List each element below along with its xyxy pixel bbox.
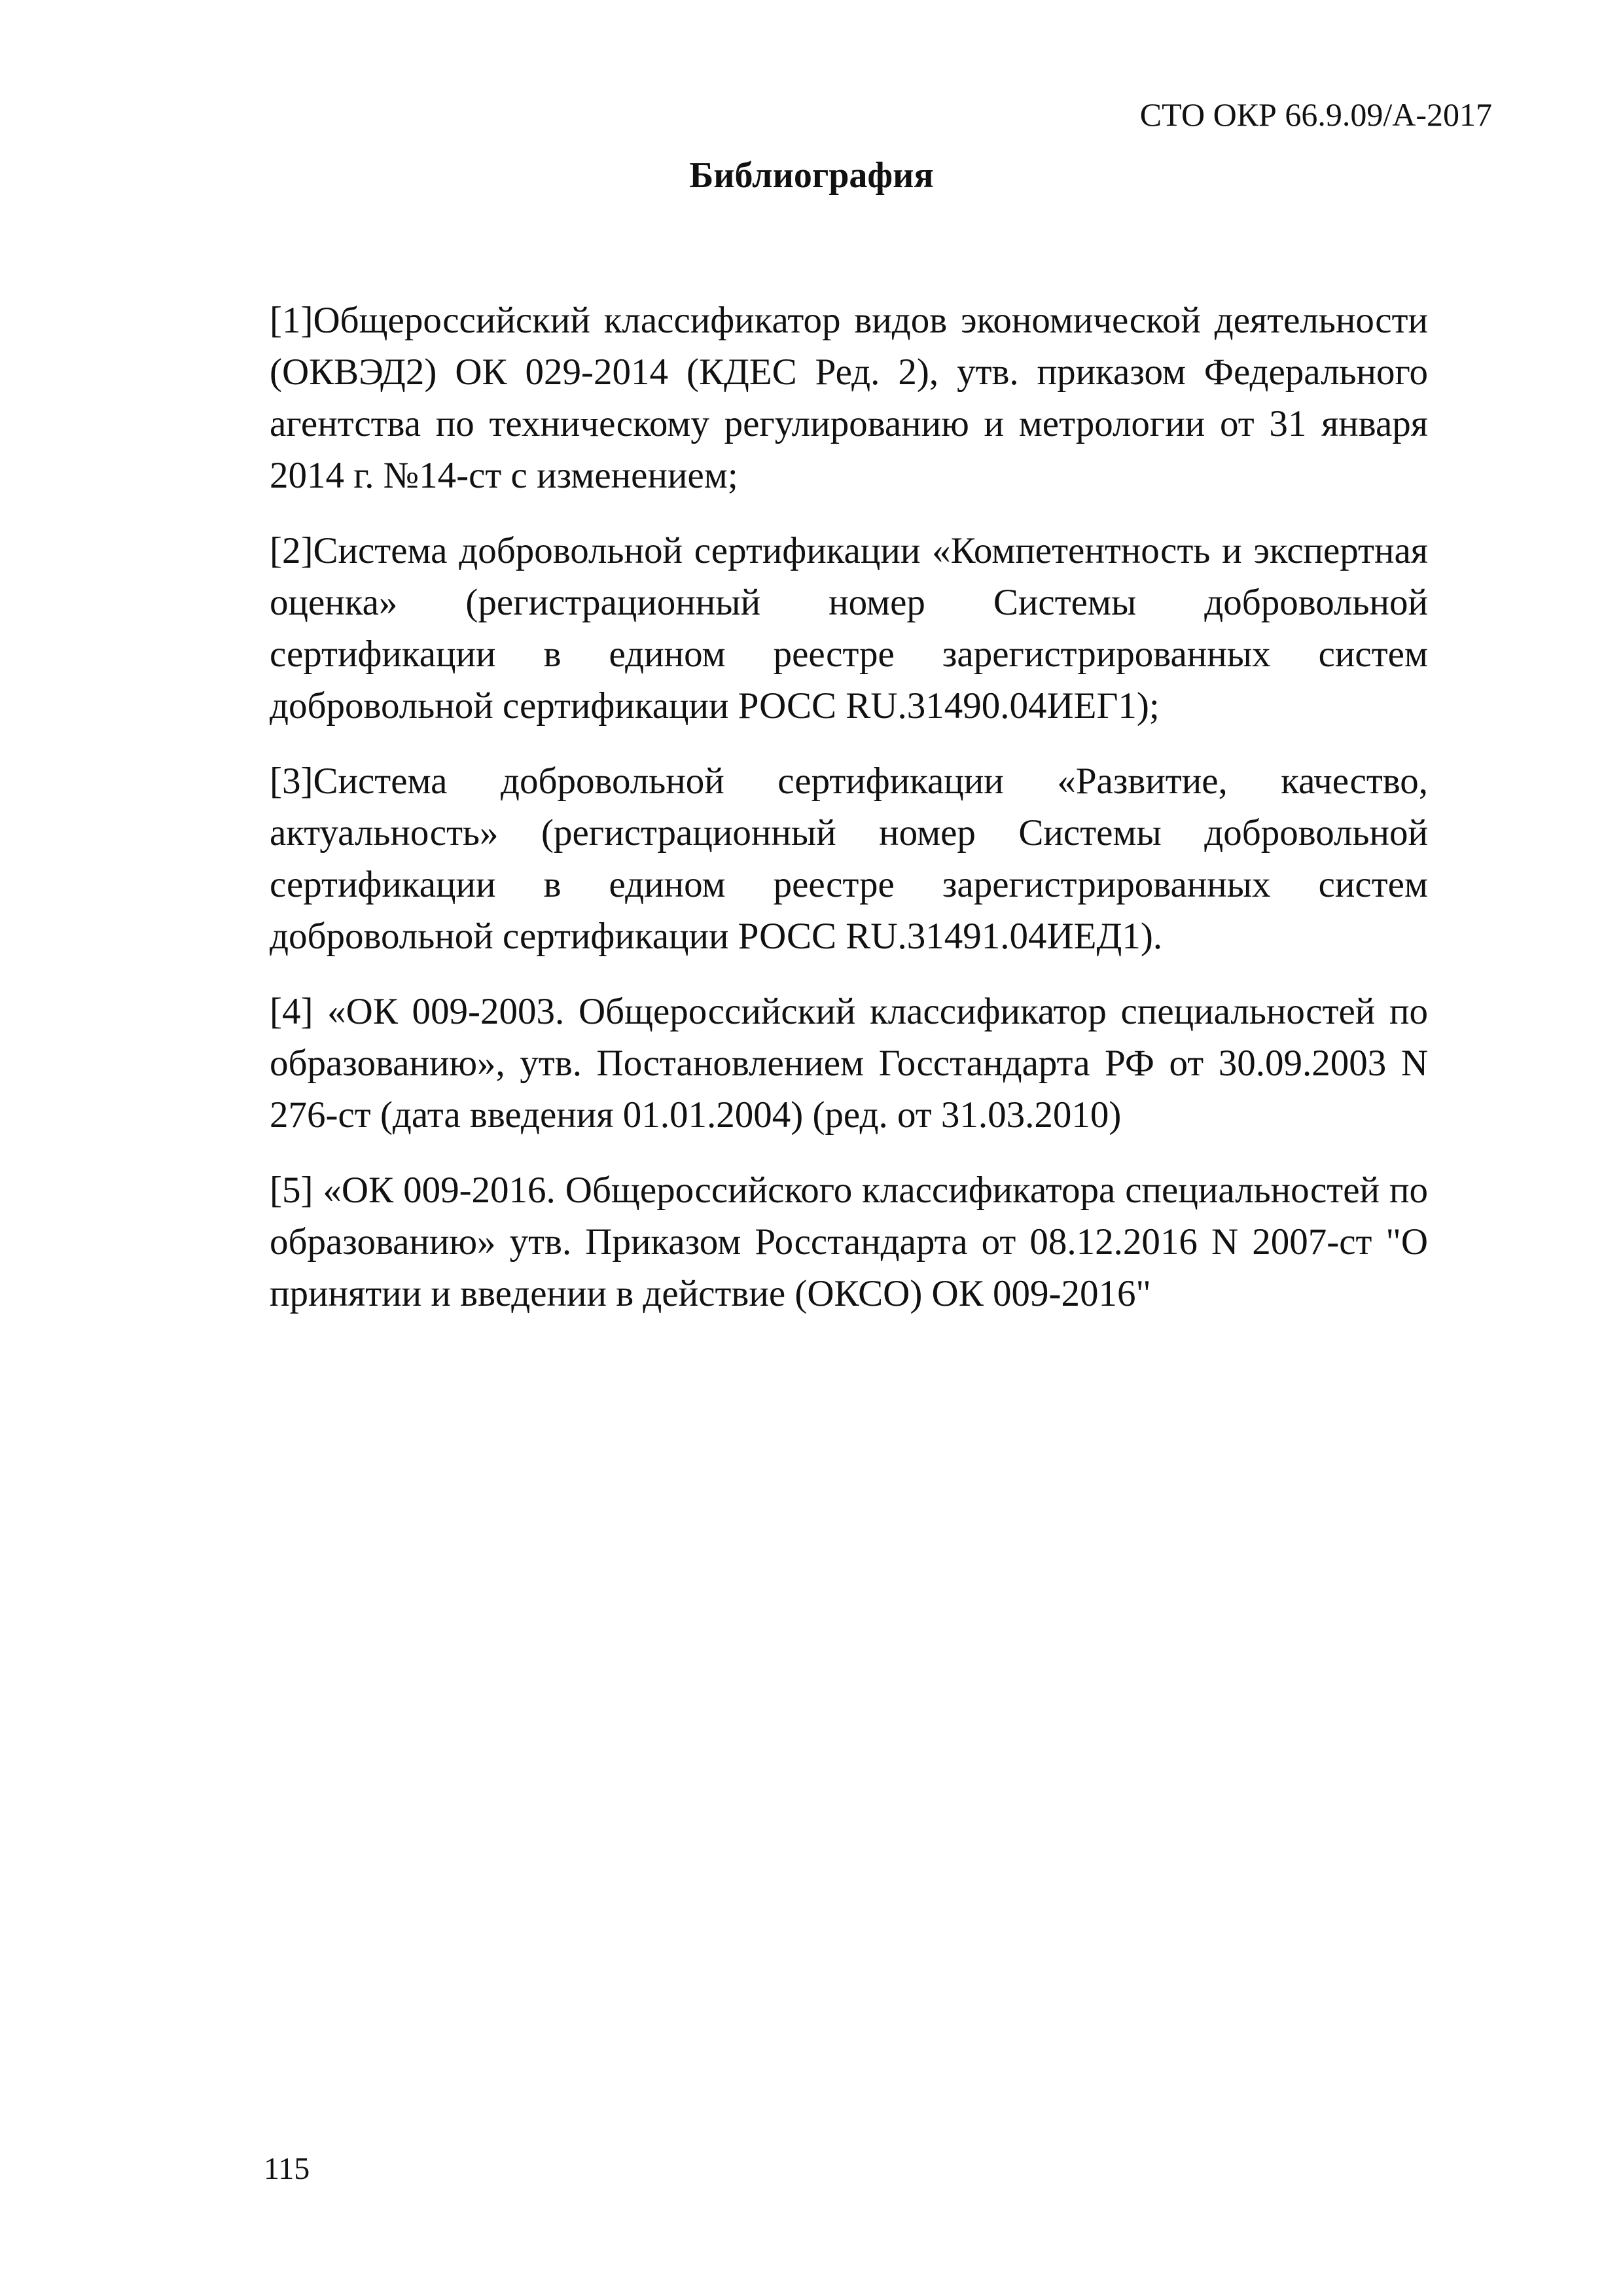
bibliography-entry-4: [4] «ОК 009-2003. Общероссийский классификатор специальностей по образованию», утв. Постановлением Госстандарта РФ от 30.09.2003 N 276-ст (дата введения 01.01.2004) (ред. от 31.03.2010) — [270, 991, 1428, 1136]
page-title: Библиография — [689, 155, 934, 196]
bibliography-entry-3: [3]Система добровольной сертификации «Развитие, качество, актуальность» (регистрационный номер Системы добровольной сертификации в едином реестре зарегистрированных систем добровольной сертификации РОСС RU.31491.04ИЕД1). — [270, 761, 1428, 957]
document-code: СТО ОКР 66.9.09/А-2017 — [1139, 96, 1492, 133]
bibliography-list — [270, 295, 1428, 1343]
bibliography-entry-5: [5] «ОК 009-2016. Общероссийского классификатора специальностей по образованию» утв. Приказом Росстандарта от 08.12.2016 N 2007-ст "О принятии и введении в действие (ОКСО) ОК 009-2016" — [270, 1170, 1428, 1314]
page-number: 115 — [264, 2151, 310, 2186]
bibliography-entry-1: [1]Общероссийский классификатор видов экономической деятельности (ОКВЭД2) ОК 029-2014 (КДЕС Ред. 2), утв. приказом Федерального агентства по техническому регулированию и метрологии от 31 января 2014 г. №14-ст с изменением; — [270, 300, 1428, 496]
bibliography-entry-2: [2]Система добровольной сертификации «Компетентность и экспертная оценка» (регистрационный номер Системы добровольной сертификации в едином реестре зарегистрированных систем добровольной сертификации РОСС RU.31490.04ИЕГ1); — [270, 530, 1428, 726]
